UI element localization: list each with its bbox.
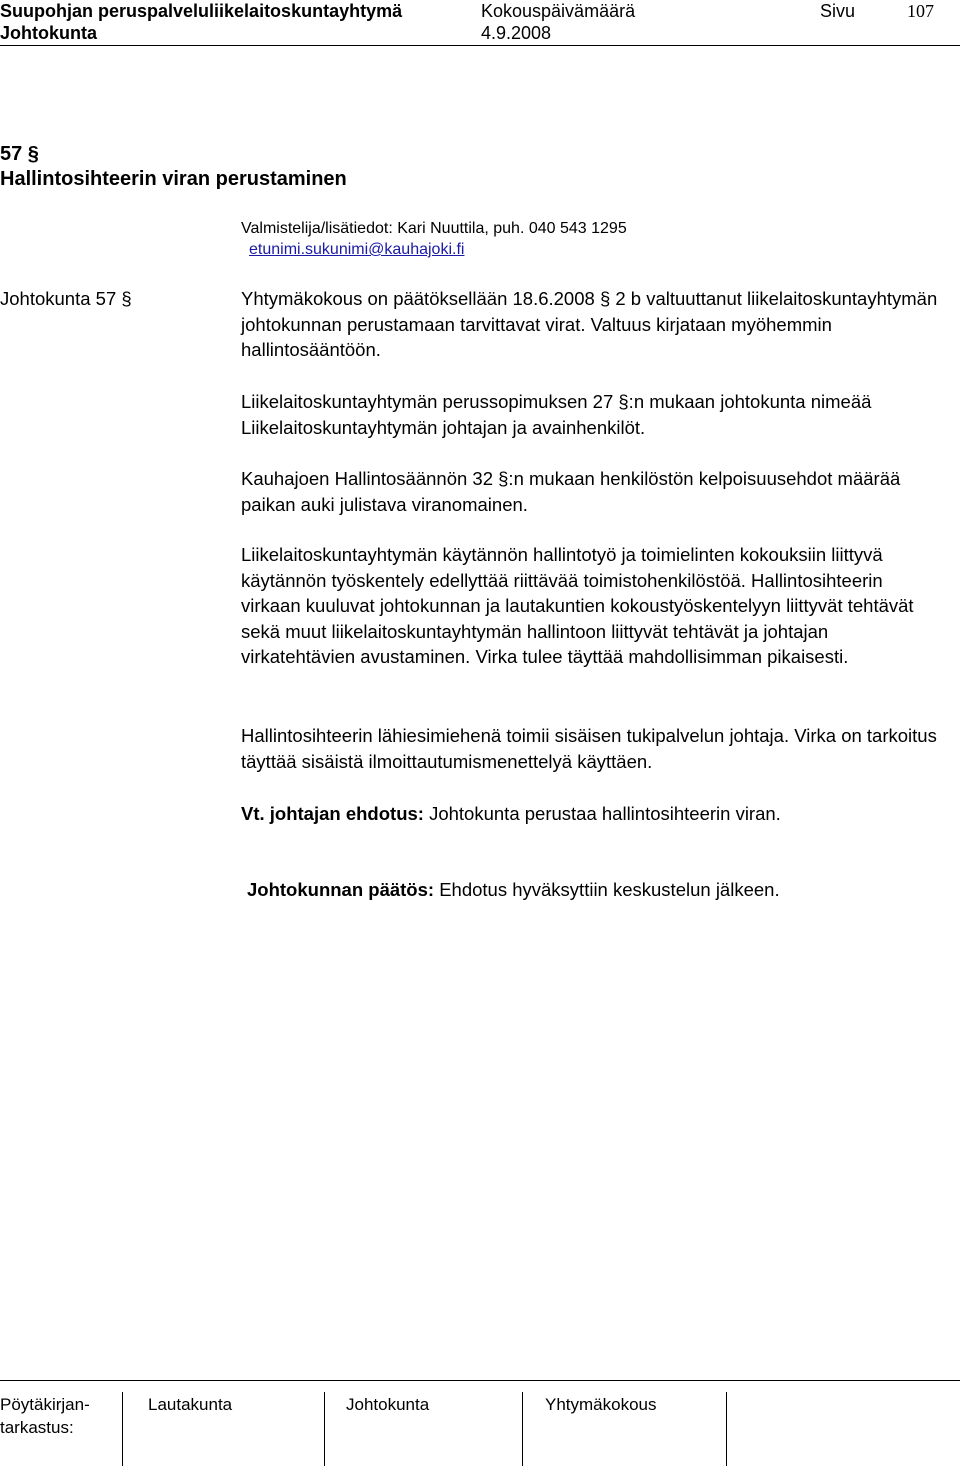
paragraph-4 bbox=[241, 542, 941, 670]
decision-label: Johtokunnan päätös: bbox=[247, 879, 435, 900]
paragraph-5 bbox=[241, 723, 941, 774]
footer-rule bbox=[0, 1380, 960, 1381]
header-page-number: 107 bbox=[907, 1, 934, 21]
header-body: Johtokunta bbox=[0, 23, 97, 43]
footer-board-label: Lautakunta bbox=[148, 1395, 233, 1414]
item-number: 57 § bbox=[0, 143, 39, 165]
footer-assembly-label: Yhtymäkokous bbox=[545, 1395, 657, 1414]
paragraph-text: Hallintosihteerin lähiesimiehenä toimii sisäisen tukipalvelun johtaja. Virka on tarkoitus täyttää sisäistä ilmoittautumismenettelyä käyttäen. bbox=[241, 725, 937, 772]
preparer-info: Valmistelija/lisätiedot: Kari Nuuttila, puh. 040 543 1295 bbox=[241, 220, 627, 237]
section-label: Johtokunta 57 § bbox=[0, 288, 132, 309]
item-title: Hallintosihteerin viran perustaminen bbox=[0, 168, 347, 190]
paragraph-text: Liikelaitoskuntayhtymän perussopimuksen 27 §:n mukaan johtokunta nimeää Liikelaitoskuntayhtymän johtajan ja avainhenkilöt. bbox=[241, 391, 872, 438]
footer-divider bbox=[122, 1392, 123, 1466]
footer-review-label-1: Pöytäkirjan- bbox=[0, 1395, 90, 1414]
footer-executive-label: Johtokunta bbox=[346, 1395, 430, 1414]
footer-divider bbox=[522, 1392, 523, 1466]
paragraph-3 bbox=[241, 466, 941, 517]
email-link[interactable]: etunimi.sukunimi@kauhajoki.fi bbox=[249, 241, 465, 258]
header-organization: Suupohjan peruspalveluliikelaitoskuntayhtymä bbox=[0, 1, 403, 21]
paragraph-text: Liikelaitoskuntayhtymän käytännön hallintotyö ja toimielinten kokouksiin liittyvä käytännön työskentely edellyttää riittävää toimistohenkilöstöä. Hallintosihteerin virkaan kuuluvat johtokunnan ja lautakuntien kokoustyöskentelyyn liittyvät tehtävät sekä muut liikelaitoskuntayhtymän hallintoon liittyvät tehtävät ja johtajan virkatehtävien avustaminen. Virka tulee täyttää mahdollisimman pikaisesti. bbox=[241, 544, 914, 667]
proposal-text: Johtokunta perustaa hallintosihteerin viran. bbox=[429, 803, 781, 824]
header-rule bbox=[0, 45, 960, 46]
decision-text: Ehdotus hyväksyttiin keskustelun jälkeen. bbox=[439, 879, 780, 900]
proposal-label: Vt. johtajan ehdotus: bbox=[241, 803, 424, 824]
footer-divider bbox=[726, 1392, 727, 1466]
header-page-label: Sivu bbox=[820, 1, 856, 21]
footer-divider bbox=[324, 1392, 325, 1466]
decision bbox=[247, 877, 780, 903]
paragraph-1 bbox=[241, 286, 941, 363]
header-meeting-date: 4.9.2008 bbox=[481, 23, 552, 43]
proposal bbox=[241, 801, 781, 827]
footer-review-label-2: tarkastus: bbox=[0, 1418, 74, 1437]
paragraph-2 bbox=[241, 389, 941, 440]
header-meeting-label: Kokouspäivämäärä bbox=[481, 1, 636, 21]
paragraph-text: Kauhajoen Hallintosäännön 32 §:n mukaan henkilöstön kelpoisuusehdot määrää paikan auki julistava viranomainen. bbox=[241, 468, 901, 515]
paragraph-text: Yhtymäkokous on päätöksellään 18.6.2008 § 2 b valtuuttanut liikelaitoskuntayhtymän johtokunnan perustamaan tarvittavat virat. Valtuus kirjataan myöhemmin hallintosääntöön. bbox=[241, 288, 938, 360]
